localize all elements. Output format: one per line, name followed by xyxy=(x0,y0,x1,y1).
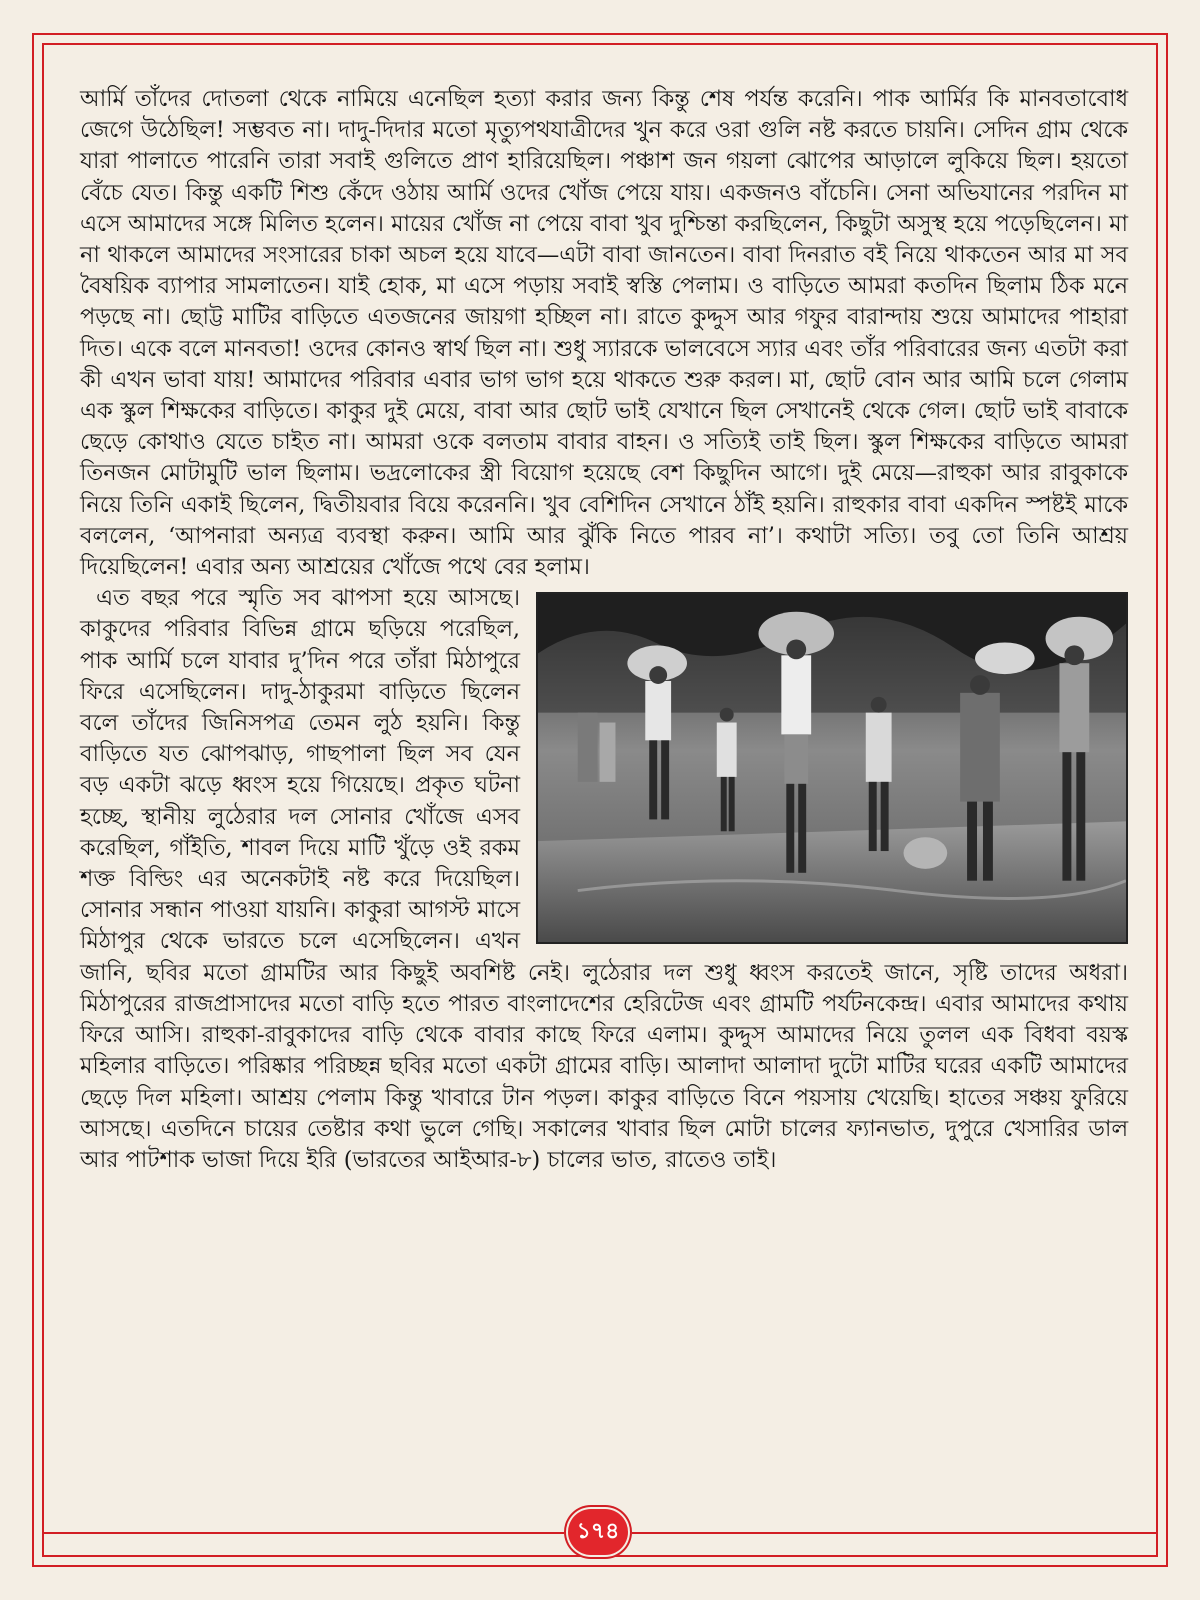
paragraph-2: এত বছর পরে স্মৃতি সব ঝাপসা হয়ে আসছে। কাকুদের পরিবার বিভিন্ন গ্রামে ছড়িয়ে পরেছিল, পাক আর্মি চলে যাবার দু’দিন পরে তাঁরা মিঠাপুরে ফিরে এসেছিলেন। দাদু-ঠাকুরমা বাড়িতে ছিলেন বলে তাঁদের জিনিসপত্র তেমন লুঠ হয়নি। কিন্তু বাড়িতে যত ঝোপঝাড়, গাছপালা ছিল সব যেন বড় একটা ঝড়ে ধ্বংস হয়ে গিয়েছে। প্রকৃত ঘটনা হচ্ছে, স্থানীয় লুঠেরার দল সোনার খোঁজে এসব করেছিল, গাঁইতি, শাবল দিয়ে মাটি খুঁড়ে ওই রকম শক্ত বিল্ডিং এর অনেকটাই নষ্ট করে দিয়েছিল। সোনার সন্ধান পাওয়া যায়নি। কাকুরা আগস্ট মাসে মিঠাপুর থেকে ভারতে চলে এসেছিলেন। এখন জানি, ছবির মতো গ্রামটির আর কিছুই অবশিষ্ট নেই। লুঠেরার দল শুধু ধ্বংস করতেই জানে, সৃষ্টি তাদের অধরা। মিঠাপুরের রাজপ্রাসাদের মতো বাড়ি হতে পারত বাংলাদেশের হেরিটেজ এবং গ্রামটি পর্যটনকেন্দ্র। এবার আমাদের কথায় ফিরে আসি। রাহুকা-রাবুকাদের বাড়ি থেকে বাবার কাছে ফিরে এলাম। কুদ্দুস আমাদের নিয়ে তুলল এক বিধবা বয়স্ক মহিলার বাড়িতে। পরিষ্কার পরিচ্ছন্ন ছবির মতো একটা গ্রামের বাড়ি। আলাদা আলাদা দুটো মাটির ঘরের একটি আমাদের ছেড়ে দিল মহিলা। আশ্রয় পেলাম কিন্তু খাবারে টান পড়ল। কাকুর বাড়িতে বিনে পয়সায় খেয়েছি। হাতের সঞ্চয় ফুরিয়ে আসছে। এতদিনে চায়ের তেষ্টার কথা ভুলে গেছি। সকালের খাবার ছিল মোটা চালের ফ্যানভাত, দুপুরে খেসারির ডাল আর পাটশাক ভাজা দিয়ে ইরি (ভারতের আইআর-৮) চালের ভাত, রাতেও তাই। xyxy=(80,585,1128,1173)
paragraph-1: আর্মি তাঁদের দোতলা থেকে নামিয়ে এনেছিল হত্যা করার জন্য কিন্তু শেষ পর্যন্ত করেনি। পাক আর্মির কি মানবতাবোধ জেগে উঠেছিল! সম্ভবত না। দাদু-দিদার মতো মৃত্যুপথযাত্রীদের খুন করে ওরা গুলি নষ্ট করতে চায়নি। সেদিন গ্রাম থেকে যারা পালাতে পারেনি তারা সবাই গুলিতে প্রাণ হারিয়েছিল। পঞ্চাশ জন গয়লা ঝোপের আড়ালে লুকিয়ে ছিল। হয়তো বেঁচে যেত। কিন্তু একটি শিশু কেঁদে ওঠায় আর্মি ওদের খোঁজ পেয়ে যায়। একজনও বাঁচেনি। সেনা অভিযানের পরদিন মা এসে আমাদের সঙ্গে মিলিত হলেন। মায়ের খোঁজ না পেয়ে বাবা খুব দুশ্চিন্তা করছিলেন, কিছুটা অসুস্থ হয়ে পড়েছিলেন। মা না থাকলে আমাদের সংসারের চাকা অচল হয়ে যাবে—এটা বাবা জানতেন। বাবা দিনরাত বই নিয়ে থাকতেন আর মা সব বৈষয়িক ব্যাপার সামলাতেন। যাই হোক, মা এসে পড়ায় সবাই স্বস্তি পেলাম। ও বাড়িতে আমরা কতদিন ছিলাম ঠিক মনে পড়ছে না। ছোট্ট মাটির বাড়িতে এতজনের জায়গা হচ্ছিল না। রাতে কুদ্দুস আর গফুর বারান্দায় শুয়ে আমাদের পাহারা দিত। একে বলে মানবতা! ওদের কোনও স্বার্থ ছিল না। শুধু স্যারকে ভালবেসে স্যার এবং তাঁর পরিবারের জন্য এতটা করা কী এখন ভাবা যায়! আমাদের পরিবার এবার ভাগ ভাগ হয়ে থাকতে শুরু করল। মা, ছোট বোন আর আমি চলে গেলাম এক স্কুল শিক্ষকের বাড়িতে। কাকুর দুই মেয়ে, বাবা আর ছোট ভাই যেখানে ছিল সেখানেই থেকে গেল। ছোট ভাই বাবাকে ছেড়ে কোথাও যেতে চাইত না। আমরা ওকে বলতাম বাবার বাহন। ও সত্যিই তাই ছিল। স্কুল শিক্ষকের বাড়িতে আমরা তিনজন মোটামুটি ভাল ছিলাম। ভদ্রলোকের স্ত্রী বিয়োগ হয়েছে বেশ কিছুদিন আগে। দুই মেয়ে—রাহুকা আর রাবুকাকে নিয়ে তিনি একাই ছিলেন, দ্বিতীয়বার বিয়ে করেননি। খুব বেশিদিন সেখানে ঠাঁই হয়নি। রাহুকার বাবা একদিন স্পষ্টই মাকে বললেন, ‘আপনারা অন্যত্র ব্যবস্থা করুন। আমি আর ঝুঁকি নিতে পারব না’। কথাটা সত্যি। তবু তো তিনি আশ্রয় দিয়েছিলেন! এবার অন্য আশ্রয়ের খোঁজে পথে বের হলাম। xyxy=(80,86,1128,581)
page-number-badge: ১৭৪ xyxy=(568,1509,628,1555)
refugees-photo xyxy=(536,592,1128,944)
footer-rule-right xyxy=(632,1532,1158,1534)
article-body xyxy=(80,84,1128,1504)
page-footer xyxy=(0,1507,1200,1559)
footer-rule-left xyxy=(42,1532,564,1534)
refugees-photo-image xyxy=(538,594,1126,942)
